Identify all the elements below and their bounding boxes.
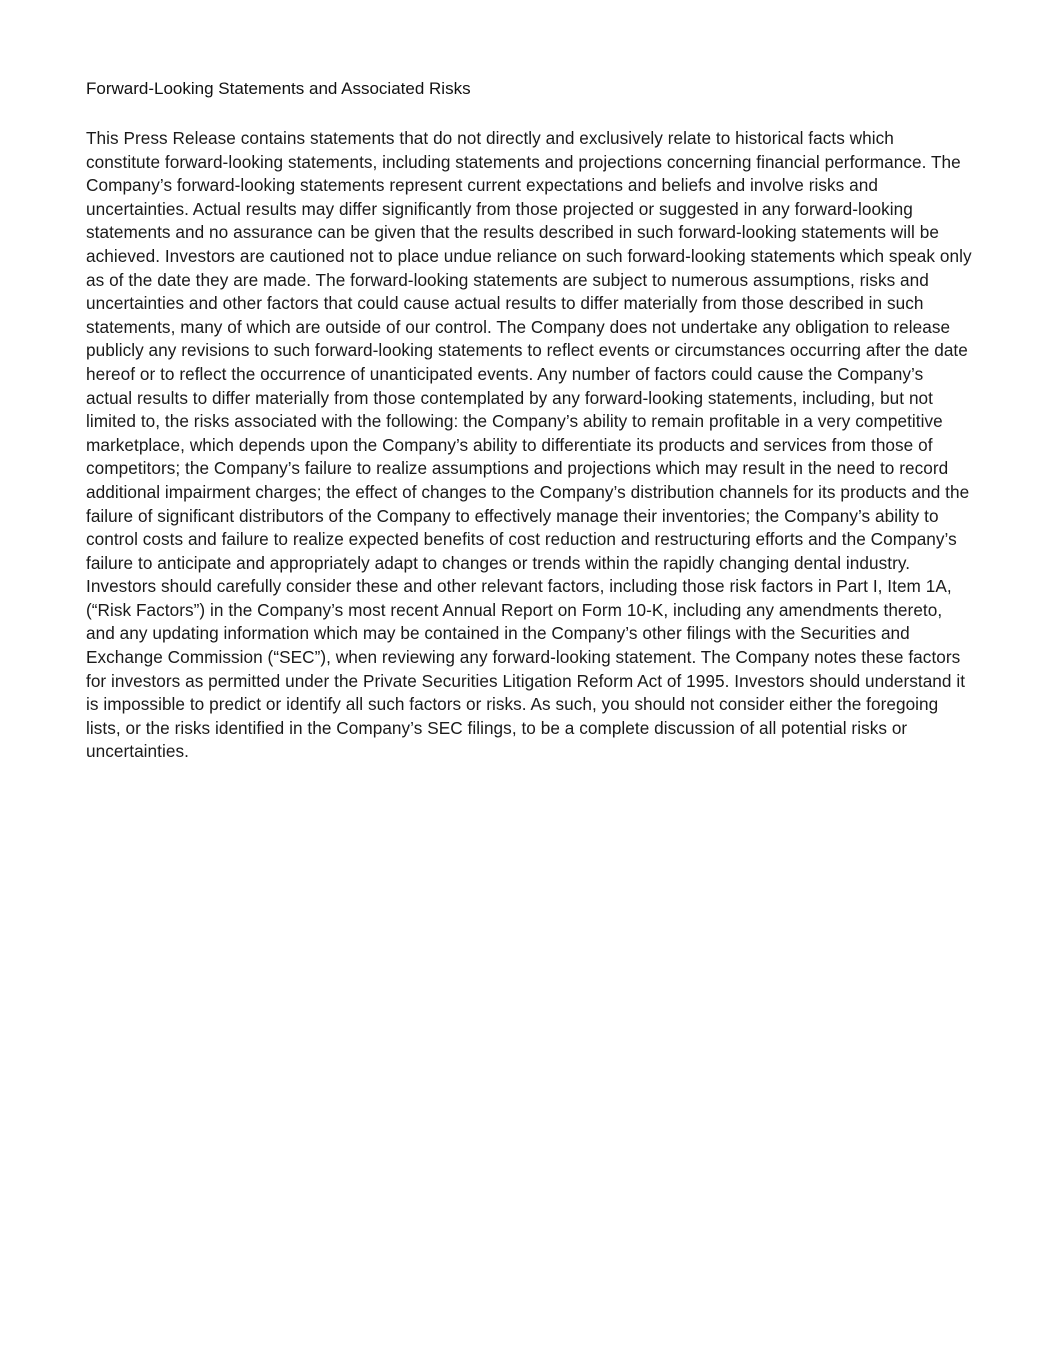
document-page xyxy=(86,78,972,764)
body-paragraph: This Press Release contains statements that do not directly and exclusively relate to historical facts which constitute forward-looking statements, including statements and projections concerning financial performance. The Company’s forward-looking statements represent current expectations and beliefs and involve risks and uncertainties. Actual results may differ significantly from those projected or suggested in any forward-looking statements and no assurance can be given that the results described in such forward-looking statements will be achieved. Investors are cautioned not to place undue reliance on such forward-looking statements which speak only as of the date they are made. The forward-looking statements are subject to numerous assumptions, risks and uncertainties and other factors that could cause actual results to differ materially from those described in such statements, many of which are outside of our control. The Company does not undertake any obligation to release publicly any revisions to such forward-looking statements to reflect events or circumstances occurring after the date hereof or to reflect the occurrence of unanticipated events. Any number of factors could cause the Company’s actual results to differ materially from those contemplated by any forward-looking statements, including, but not limited to, the risks associated with the following: the Company’s ability to remain profitable in a very competitive marketplace, which depends upon the Company’s ability to differentiate its products and services from those of competitors; the Company’s failure to realize assumptions and projections which may result in the need to record additional impairment charges; the effect of changes to the Company’s distribution channels for its products and the failure of significant distributors of the Company to effectively manage their inventories; the Company’s ability to control costs and failure to realize expected benefits of cost reduction and restructuring efforts and the Company’s failure to anticipate and appropriately adapt to changes or trends within the rapidly changing dental industry. Investors should carefully consider these and other relevant factors, including those risk factors in Part I, Item 1A, (“Risk Factors”) in the Company’s most recent Annual Report on Form 10-K, including any amendments thereto, and any updating information which may be contained in the Company’s other filings with the Securities and Exchange Commission (“SEC”), when reviewing any forward-looking statement. The Company notes these factors for investors as permitted under the Private Securities Litigation Reform Act of 1995. Investors should understand it is impossible to predict or identify all such factors or risks. As such, you should not consider either the foregoing lists, or the risks identified in the Company’s SEC filings, to be a complete discussion of all potential risks or uncertainties. xyxy=(86,128,972,762)
section-heading: Forward-Looking Statements and Associated Risks xyxy=(86,79,471,98)
